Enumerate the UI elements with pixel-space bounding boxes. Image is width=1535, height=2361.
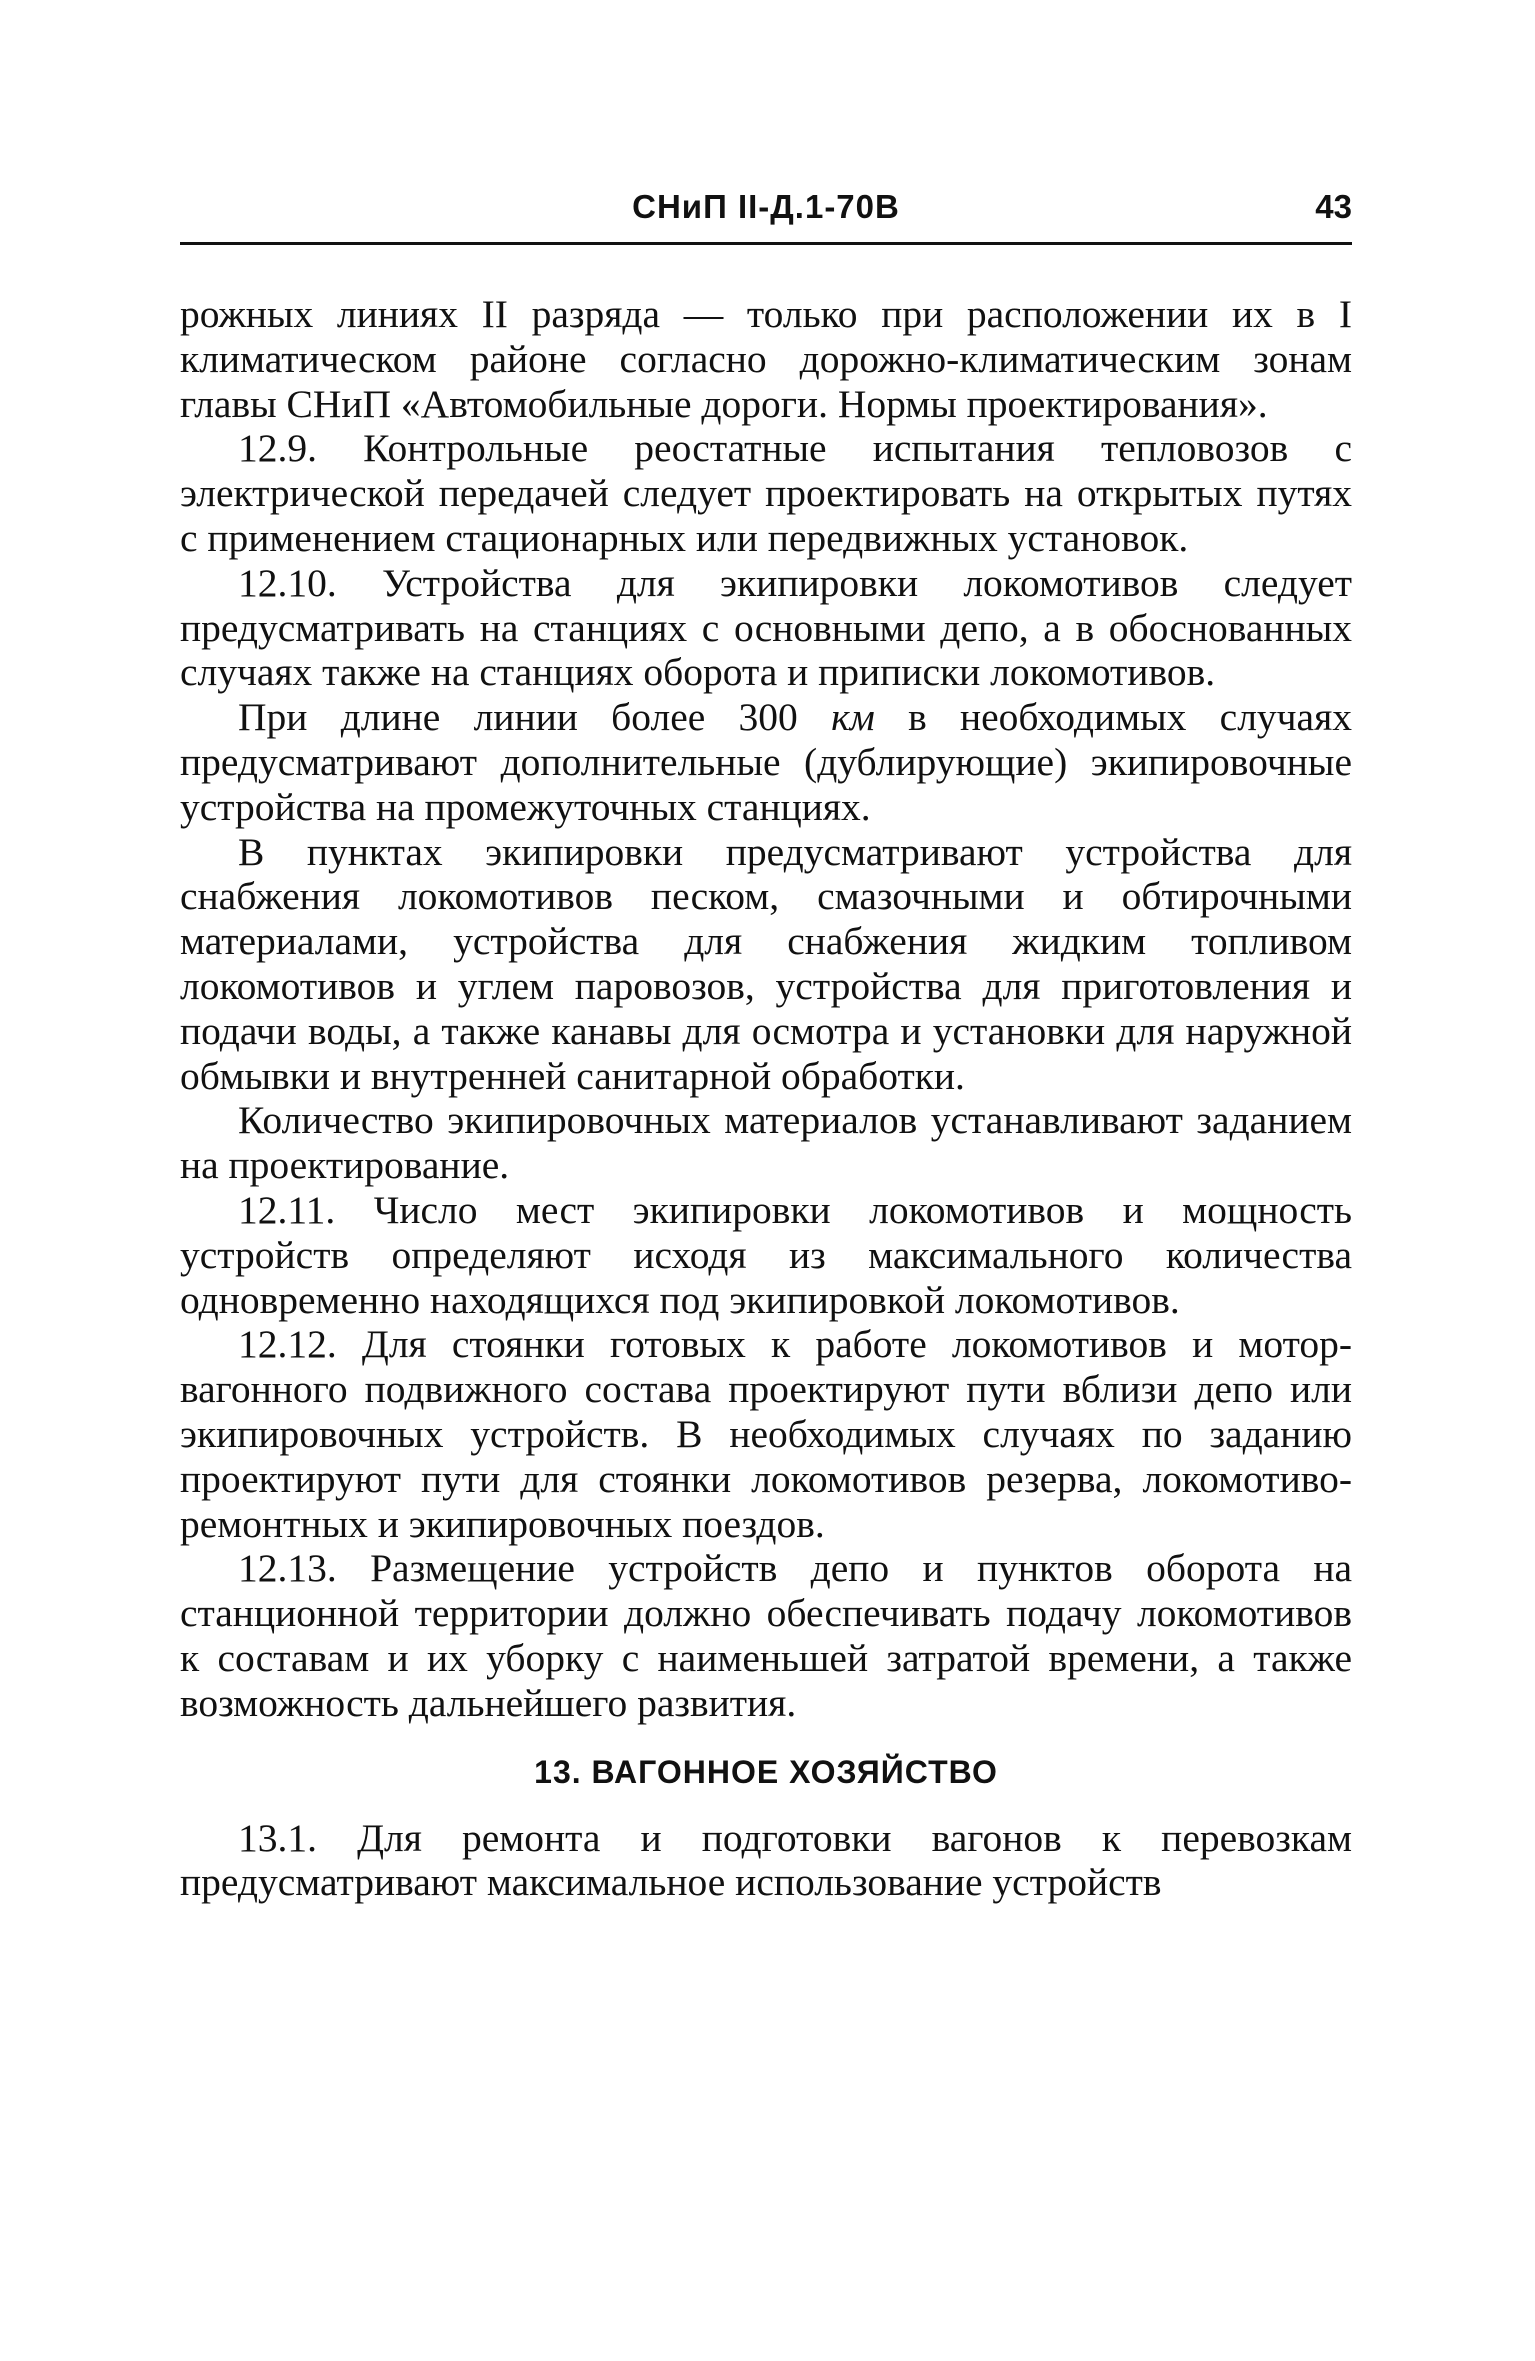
paragraph-13-1: 13.1. Для ремонта и подготовки вагонов к перевозкам предусматривают максимальное использование устройств [180,1815,1352,1905]
page-header [180,180,1352,245]
section-heading: 13. ВАГОННОЕ ХОЗЯЙСТВО [534,1753,998,1790]
paragraph-12-10: 12.10. Устройства для экипировки локомотивов следует предусматривать на станциях с основными депо, а в обоснованных случаях также на станциях оборота и приписки локомотивов. [180,560,1352,695]
paragraph-12-11: 12.11. Число мест экипировки локомотивов и мощность устройств определяют исходя из максимального количества одновременно находящихся под экипировкой локомотивов. [180,1187,1352,1322]
paragraph-equipment-points: В пунктах экипировки предусматривают устройства для снабжения локомотивов песком, смазочными и обтирочными материалами, устройства для снабжения жидким топливом локомотивов и углем паровозов, устройства для приготовления и подачи воды, а также канавы для осмотра и установки для наружной обмывки и внутренней санитарной обработки. [180,829,1352,1098]
page-number: 43 [1315,188,1352,225]
paragraph-continuation: рожных линиях II разряда — только при расположении их в I климатическом районе согласно дорожно-климатическим зонам главы СНиП «Автомобильные дороги. Нормы проектирования». [180,292,1352,426]
paragraph-12-9: 12.9. Контрольные реостатные испытания тепловозов с электрической передачей следует проектировать на открытых путях с применением стационарных или передвижных установок. [180,426,1352,560]
paragraph-12-12: 12.12. Для стоянки готовых к работе локомотивов и мотор-вагонного подвижного состава проектируют пути вблизи депо или экипировочных устройств. В необходимых случаях по заданию проектируют пути для стоянки локомотивов резерва, локомотиво-ремонтных и экипировочных поездов. [180,1322,1352,1546]
unit-km: км [831,695,875,740]
paragraph-line-length [180,695,1352,829]
paragraph-materials-quantity: Количество экипировочных материалов устанавливают заданием на проектирование. [180,1098,1352,1188]
body-text [180,292,1352,1905]
paragraph-text: в необходимых случаях предусматривают дополнительные (дублирующие) экипировочные устройства на промежуточных станциях. [180,695,1352,829]
document-code-title: СНиП II-Д.1-70В [632,188,900,225]
paragraph-text: При длине линии более 300 [238,695,832,740]
paragraph-12-13: 12.13. Размещение устройств депо и пунктов оборота на станционной территории должно обеспечивать подачу локомотивов к составам и их уборку с наименьшей затратой времени, а также возможность дальнейшего развития. [180,1546,1352,1725]
